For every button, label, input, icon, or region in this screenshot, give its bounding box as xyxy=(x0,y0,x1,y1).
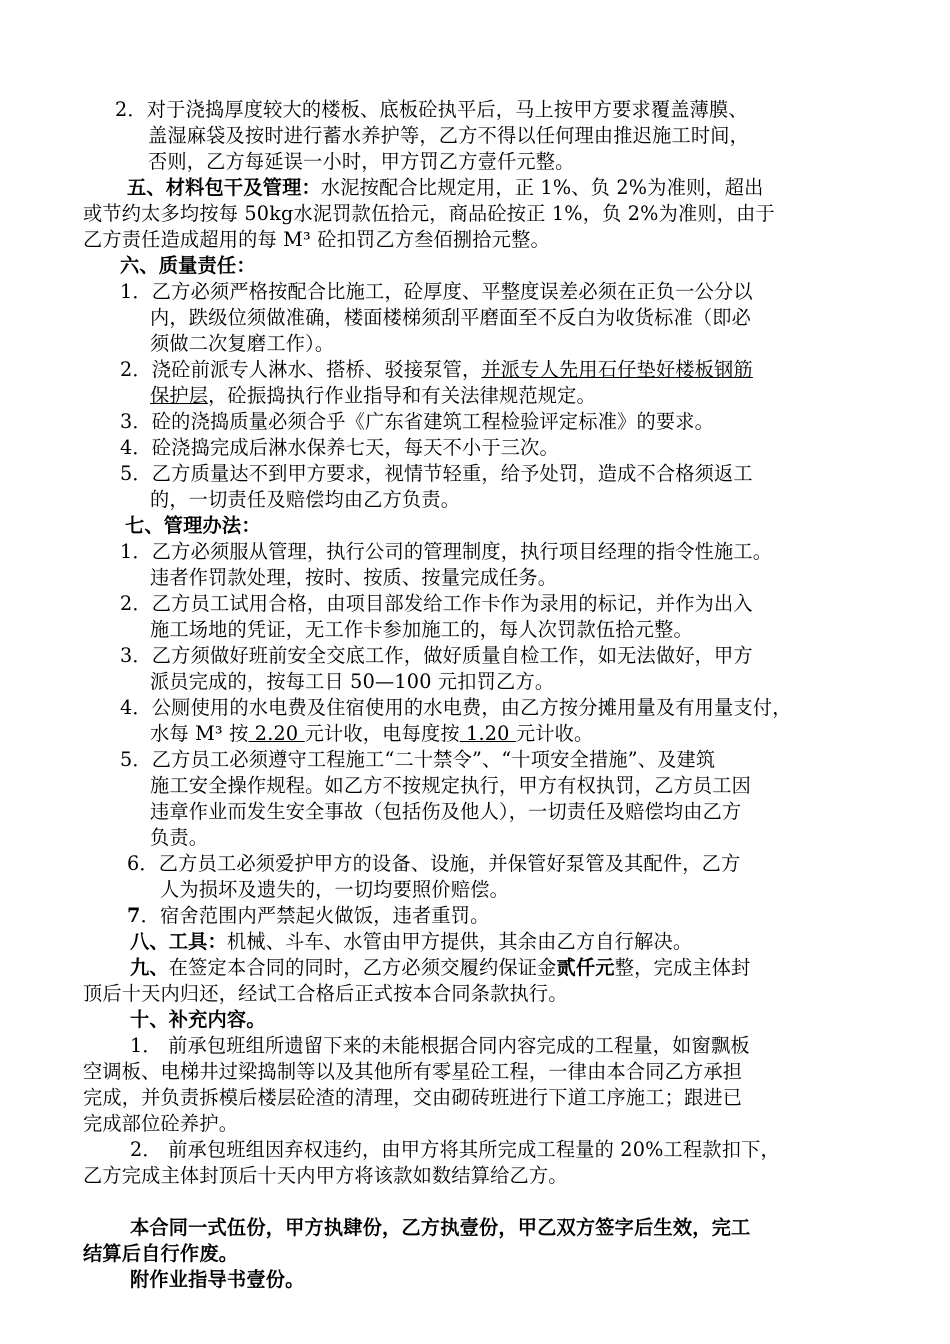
s7-item2-line2: 施工场地的凭证，无工作卡参加施工的，每人次罚款伍拾元整。 xyxy=(150,618,693,641)
s9-text-b: 整，完成主体封 xyxy=(614,956,751,979)
closing-attachment: 附作业指导书壹份。 xyxy=(130,1268,305,1291)
s10-p2-line2: 乙方完成主体封顶后十天内甲方将该款如数结算给乙方。 xyxy=(83,1164,568,1187)
s7-item7 xyxy=(127,903,490,929)
s6-item2-underlined-cont: 保护层 xyxy=(150,384,209,407)
s10-p1-line4: 完成部位砼养护。 xyxy=(83,1112,239,1135)
s7-item7-number: 7 xyxy=(127,904,141,927)
s5-line1 xyxy=(127,175,764,201)
s6-item5-line1: 5．乙方质量达不到甲方要求，视情节轻重，给予处罚，造成不合格须返工 xyxy=(120,462,753,485)
s5-line2: 或节约太多均按每 50kg水泥罚款伍拾元，商品砼按正 1%，负 2%为准则，由于 xyxy=(83,202,775,225)
s7-heading: 七、管理办法： xyxy=(125,514,261,537)
s7-item4-line1: 4．公厕使用的水电费及住宿使用的水电费，由乙方按分摊用量及有用量支付， xyxy=(120,696,792,719)
s7-item2-line1: 2．乙方员工试用合格，由项目部发给工作卡作为录用的标记，并作为出入 xyxy=(120,592,753,615)
s4-item2-line3: 否则，乙方每延误一小时，甲方罚乙方壹仟元整。 xyxy=(148,150,575,173)
closing-line2: 结算后自行作废。 xyxy=(83,1242,239,1265)
s8-text: 机械、斗车、水管由甲方提供，其余由乙方自行解决。 xyxy=(226,930,693,953)
s9-deposit-amount: 贰仟元 xyxy=(556,956,615,979)
s6-item1-line3: 须做二次复磨工作）。 xyxy=(150,332,335,355)
s7-item7-text: ．宿舍范围内严禁起火做饭，违者重罚。 xyxy=(140,904,490,927)
s7-item4-water-rate: 2.20 xyxy=(248,722,305,745)
s6-item3: 3．砼的浇捣质量必须合乎《广东省建筑工程检验评定标准》的要求。 xyxy=(120,410,715,433)
s10-p1-line3: 完成，并负责拆模后楼层砼渣的清理，交由砌砖班进行下道工序施工；跟进已 xyxy=(83,1086,743,1109)
s7-item1-line1: 1．乙方必须服从管理，执行公司的管理制度，执行项目经理的指令性施工。 xyxy=(120,540,773,563)
s6-item1-line2: 内，跌级位须做准确，楼面楼梯须刮平磨面至不反白为收货标准（即必 xyxy=(150,306,752,329)
s6-item2-line2 xyxy=(150,383,596,409)
s6-item2-line1 xyxy=(120,357,753,383)
s9-line2: 顶后十天内归还，经试工合格后正式按本合同条款执行。 xyxy=(83,982,568,1005)
s5-heading: 五、材料包干及管理： xyxy=(127,176,321,199)
s7-item4-tail: 元计收。 xyxy=(515,722,594,745)
s9-heading: 九、 xyxy=(130,956,169,979)
s9-text-a: 在签定本合同的同时，乙方必须交履约保证金 xyxy=(168,956,557,979)
s4-item2-line2: 盖湿麻袋及按时进行蓄水养护等，乙方不得以任何理由推迟施工时间， xyxy=(148,124,750,147)
s6-item5-line2: 的，一切责任及赔偿均由乙方负责。 xyxy=(150,488,461,511)
s7-item5-line2: 施工安全操作规程。如乙方不按规定执行，甲方有权执罚，乙方员工因 xyxy=(150,774,752,797)
s10-heading: 十、补充内容。 xyxy=(130,1008,266,1031)
s8-line xyxy=(130,929,692,955)
s5-line1-text: 水泥按配合比规定用，正 1%、负 2%为准则，超出 xyxy=(320,176,764,199)
s7-item4-power-rate: 1.20 xyxy=(459,722,516,745)
s7-item3-line1: 3．乙方须做好班前安全交底工作，做好质量自检工作，如无法做好，甲方 xyxy=(120,644,753,667)
s6-item2-text: 2．浇砼前派专人淋水、搭桥、驳接泵管， xyxy=(120,358,482,381)
s7-item6-line1: 6．乙方员工必须爱护甲方的设备、设施，并保管好泵管及其配件，乙方 xyxy=(127,852,741,875)
s7-item6-line2: 人为损坏及遗失的，一切均要照价赔偿。 xyxy=(160,878,509,901)
s7-item5-line3: 违章作业而发生安全事故（包括伤及他人），一切责任及赔偿均由乙方 xyxy=(150,800,742,823)
s8-heading: 八、工具： xyxy=(130,930,227,953)
s5-line3: 乙方责任造成超用的每 M³ 砼扣罚乙方叁佰捌拾元整。 xyxy=(83,228,550,251)
s6-item4: 4．砼浇捣完成后淋水保养七天，每天不小于三次。 xyxy=(120,436,559,459)
s7-item5-line1: 5．乙方员工必须遵守工程施工“二十禁令”、“十项安全措施”、及建筑 xyxy=(120,748,716,771)
s7-item5-line4: 负责。 xyxy=(150,826,209,849)
s10-p1-line1: 1． 前承包班组所遗留下来的未能根据合同内容完成的工程量，如窗飘板 xyxy=(130,1034,750,1057)
s6-item1-line1: 1．乙方必须严格按配合比施工，砼厚度、平整度误差必须在正负一公分以 xyxy=(120,280,753,303)
s4-item2-line1: 2．对于浇捣厚度较大的楼板、底板砼执平后，马上按甲方要求覆盖薄膜、 xyxy=(115,98,748,121)
s10-p1-line2: 空调板、电梯井过梁捣制等以及其他所有零星砼工程，一律由本合同乙方承担 xyxy=(83,1060,743,1083)
s6-heading: 六、质量责任： xyxy=(120,254,256,277)
s6-item2-underlined: 并派专人先用石仔垫好楼板钢筋 xyxy=(481,358,753,381)
s7-item3-line2: 派员完成的，按每工日 50—100 元扣罚乙方。 xyxy=(150,670,555,693)
s7-item4-water-label: 水每 M³ 按 xyxy=(150,722,249,745)
s7-item1-line2: 违者作罚款处理，按时、按质、按量完成任务。 xyxy=(150,566,558,589)
s10-p2-line1: 2． 前承包班组因弃权违约，由甲方将其所完成工程量的 20%工程款扣下， xyxy=(130,1138,780,1161)
s6-item2-text-cont: ，砼振捣执行作业指导和有关法律规范规定。 xyxy=(208,384,596,407)
s7-item4-power-label: 元计收，电每度按 xyxy=(304,722,460,745)
s9-line1 xyxy=(130,955,750,981)
s7-item4-line2 xyxy=(150,721,593,747)
closing-line1: 本合同一式伍份，甲方执肆份，乙方执壹份，甲乙双方签字后生效，完工 xyxy=(130,1216,751,1239)
